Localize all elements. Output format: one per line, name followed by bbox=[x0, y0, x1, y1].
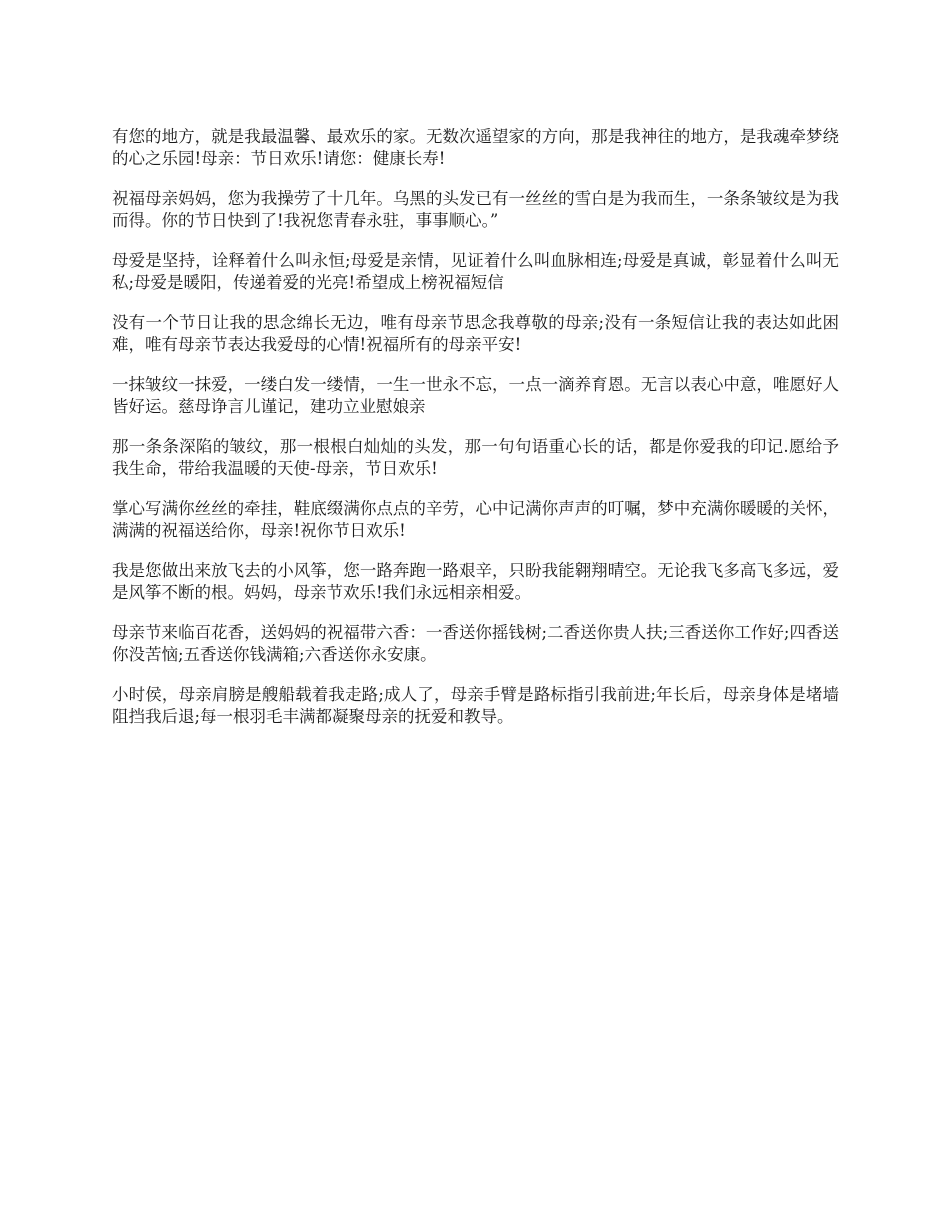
paragraph-9: 母亲节来临百花香，送妈妈的祝福带六香：一香送你摇钱树;二香送你贵人扶;三香送你工作好;四香送你没苦恼;五香送你钱满箱;六香送你永安康。 bbox=[112, 623, 839, 664]
document-body bbox=[112, 126, 839, 746]
paragraph-2: 祝福母亲妈妈，您为我操劳了十几年。乌黑的头发已有一丝丝的雪白是为我而生，一条条皱纹是为我而得。你的节日快到了!我祝您青春永驻，事事顺心。” bbox=[112, 189, 839, 230]
paragraph-8: 我是您做出来放飞去的小风筝，您一路奔跑一路艰辛，只盼我能翱翔晴空。无论我飞多高飞多远，爱是风筝不断的根。妈妈，母亲节欢乐!我们永远相亲相爱。 bbox=[112, 561, 839, 602]
paragraph-4: 没有一个节日让我的思念绵长无边，唯有母亲节思念我尊敬的母亲;没有一条短信让我的表达如此困难，唯有母亲节表达我爱母的心情!祝福所有的母亲平安! bbox=[112, 313, 839, 354]
paragraph-7: 掌心写满你丝丝的牵挂，鞋底缀满你点点的辛劳，心中记满你声声的叮嘱，梦中充满你暖暖的关怀，满满的祝福送给你，母亲!祝你节日欢乐! bbox=[112, 499, 839, 540]
paragraph-3: 母爱是坚持，诠释着什么叫永恒;母爱是亲情，见证着什么叫血脉相连;母爱是真诚，彰显着什么叫无私;母爱是暖阳，传递着爱的光亮!希望成上榜祝福短信 bbox=[112, 251, 839, 292]
paragraph-10: 小时侯，母亲肩膀是艘船载着我走路;成人了，母亲手臂是路标指引我前进;年长后，母亲身体是堵墙阻挡我后退;每一根羽毛丰满都凝聚母亲的抚爱和教导。 bbox=[112, 685, 839, 726]
paragraph-1: 有您的地方，就是我最温馨、最欢乐的家。无数次遥望家的方向，那是我神往的地方，是我魂牵梦绕的心之乐园!母亲：节日欢乐!请您：健康长寿! bbox=[112, 127, 839, 168]
paragraph-6: 那一条条深陷的皱纹，那一根根白灿灿的头发，那一句句语重心长的话，都是你爱我的印记.愿给予我生命，带给我温暖的天使-母亲，节日欢乐! bbox=[112, 437, 839, 478]
paragraph-5: 一抹皱纹一抹爱，一缕白发一缕情，一生一世永不忘，一点一滴养育恩。无言以表心中意，唯愿好人皆好运。慈母诤言儿谨记，建功立业慰娘亲 bbox=[112, 375, 839, 416]
